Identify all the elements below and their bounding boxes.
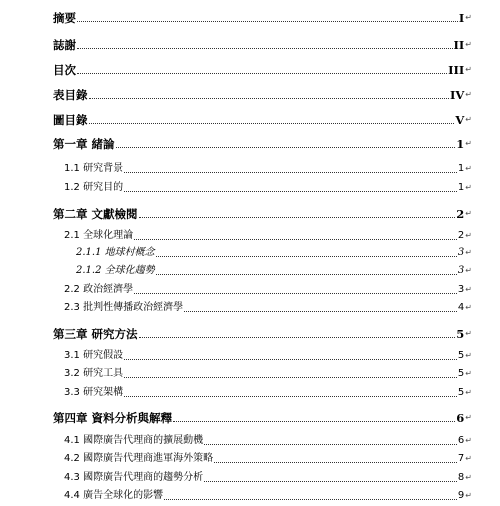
paragraph-mark-icon: ↵	[465, 303, 472, 312]
dot-leader	[124, 359, 457, 360]
toc-entry-page-number: 5	[457, 387, 465, 398]
dot-leader	[156, 274, 457, 275]
toc-entry-label: 2.1.2 全球化趨勢	[76, 265, 155, 276]
toc-entry-label: 4.2 國際廣告代理商進軍海外策略	[64, 453, 214, 464]
toc-entry	[64, 433, 472, 449]
toc-entry-label: 目次	[53, 63, 76, 77]
paragraph-mark-icon: ↵	[465, 473, 472, 482]
toc-entry-page-number: 9	[457, 490, 465, 501]
toc-entry-label: 第三章 研究方法	[53, 327, 138, 341]
toc-entry-page-number: 5	[457, 350, 465, 361]
toc-entry-page-number: 1	[457, 182, 465, 193]
toc-entry-page-number: I	[458, 11, 465, 25]
toc-entry	[53, 136, 472, 152]
toc-entry-page-number: 3	[457, 284, 465, 295]
toc-entry	[64, 385, 472, 401]
dot-leader	[116, 147, 456, 148]
paragraph-mark-icon: ↵	[465, 40, 472, 49]
paragraph-mark-icon: ↵	[465, 248, 472, 257]
toc-entry	[64, 228, 472, 244]
paragraph-mark-icon: ↵	[465, 90, 472, 99]
paragraph-mark-icon: ↵	[465, 115, 472, 124]
toc-entry-page-number: 1	[457, 163, 465, 174]
toc-entry-page-number: 5	[456, 327, 465, 341]
paragraph-mark-icon: ↵	[465, 231, 472, 240]
paragraph-mark-icon: ↵	[465, 351, 472, 360]
toc-entry	[64, 451, 472, 467]
dot-leader	[77, 21, 458, 22]
dot-leader	[204, 481, 457, 482]
dot-leader	[77, 73, 447, 74]
toc-entry-page-number: 6	[457, 435, 465, 446]
toc-entry-page-number: 2	[456, 207, 465, 221]
paragraph-mark-icon: ↵	[465, 285, 472, 294]
toc-entry-label: 2.3 批判性傳播政治經濟學	[64, 302, 184, 313]
toc-entry-page-number: III	[448, 63, 465, 77]
toc-entry	[53, 37, 472, 53]
toc-entry-label: 誌謝	[53, 38, 76, 52]
toc-entry-page-number: II	[453, 38, 465, 52]
paragraph-mark-icon: ↵	[465, 65, 472, 74]
dot-leader	[184, 311, 457, 312]
paragraph-mark-icon: ↵	[465, 436, 472, 445]
toc-entry	[64, 488, 472, 504]
toc-entry	[53, 87, 472, 103]
toc-entry	[64, 180, 472, 196]
toc-entry-label: 2.1 全球化理論	[64, 230, 134, 241]
dot-leader	[134, 239, 457, 240]
dot-leader	[173, 421, 455, 422]
dot-leader	[214, 462, 457, 463]
toc-entry-label: 1.1 研究背景	[64, 163, 124, 174]
dot-leader	[77, 48, 453, 49]
dot-leader	[139, 217, 456, 218]
dot-leader	[156, 256, 457, 257]
toc-entry	[53, 206, 472, 222]
paragraph-mark-icon: ↵	[465, 13, 472, 22]
dot-leader	[89, 98, 449, 99]
toc-entry-label: 4.3 國際廣告代理商的趨勢分析	[64, 472, 204, 483]
toc-entry-label: 圖目錄	[53, 113, 88, 127]
toc-entry-page-number: 4	[457, 302, 465, 313]
dot-leader	[124, 191, 457, 192]
toc-entry-label: 2.2 政治經濟學	[64, 284, 134, 295]
toc-entry	[53, 62, 472, 78]
toc-entry	[64, 161, 472, 177]
toc-entry-label: 3.3 研究架構	[64, 387, 124, 398]
toc-entry-label: 表目錄	[53, 88, 88, 102]
toc-entry	[64, 300, 472, 316]
toc-entry	[76, 263, 472, 279]
paragraph-mark-icon: ↵	[465, 164, 472, 173]
dot-leader	[204, 444, 457, 445]
toc-entry-page-number: V	[455, 113, 465, 127]
paragraph-mark-icon: ↵	[465, 209, 472, 218]
toc-entry-label: 第四章 資料分析與解釋	[53, 411, 173, 425]
dot-leader	[89, 123, 455, 124]
paragraph-mark-icon: ↵	[465, 454, 472, 463]
toc-entry	[64, 366, 472, 382]
toc-entry-label: 第一章 緒論	[53, 137, 115, 151]
dot-leader	[124, 172, 457, 173]
toc-entry-label: 第二章 文獻檢閱	[53, 207, 138, 221]
toc-entry	[53, 410, 472, 426]
dot-leader	[139, 337, 456, 338]
paragraph-mark-icon: ↵	[465, 388, 472, 397]
paragraph-mark-icon: ↵	[465, 266, 472, 275]
toc-entry-page-number: 1	[456, 137, 465, 151]
toc-entry	[64, 470, 472, 486]
toc-entry-page-number: 7	[457, 453, 465, 464]
toc-entry	[53, 10, 472, 26]
toc-entry-label: 1.2 研究目的	[64, 182, 124, 193]
toc-entry-page-number: IV	[449, 88, 465, 102]
toc-entry-page-number: 2	[457, 230, 465, 241]
toc-entry	[76, 245, 472, 261]
toc-entry-page-number: 5	[457, 368, 465, 379]
paragraph-mark-icon: ↵	[465, 183, 472, 192]
paragraph-mark-icon: ↵	[465, 329, 472, 338]
paragraph-mark-icon: ↵	[465, 369, 472, 378]
toc-entry-page-number: 3	[457, 247, 465, 258]
paragraph-mark-icon: ↵	[465, 413, 472, 422]
toc-entry-page-number: 6	[456, 411, 465, 425]
paragraph-mark-icon: ↵	[465, 139, 472, 148]
dot-leader	[164, 499, 457, 500]
dot-leader	[124, 396, 457, 397]
toc-entry-label: 2.1.1 地球村概念	[76, 247, 155, 258]
toc-entry-label: 3.1 研究假設	[64, 350, 124, 361]
toc-entry	[53, 326, 472, 342]
toc-entry-label: 3.2 研究工具	[64, 368, 124, 379]
toc-entry	[53, 112, 472, 128]
toc-entry-label: 4.4 廣告全球化的影響	[64, 490, 164, 501]
toc-entry-label: 4.1 國際廣告代理商的擴展動機	[64, 435, 204, 446]
toc-entry-page-number: 8	[457, 472, 465, 483]
dot-leader	[134, 293, 457, 294]
toc-entry-label: 摘要	[53, 11, 76, 25]
toc-entry	[64, 282, 472, 298]
toc-entry-page-number: 3	[457, 265, 465, 276]
toc-entry	[64, 348, 472, 364]
paragraph-mark-icon: ↵	[465, 491, 472, 500]
dot-leader	[124, 377, 457, 378]
